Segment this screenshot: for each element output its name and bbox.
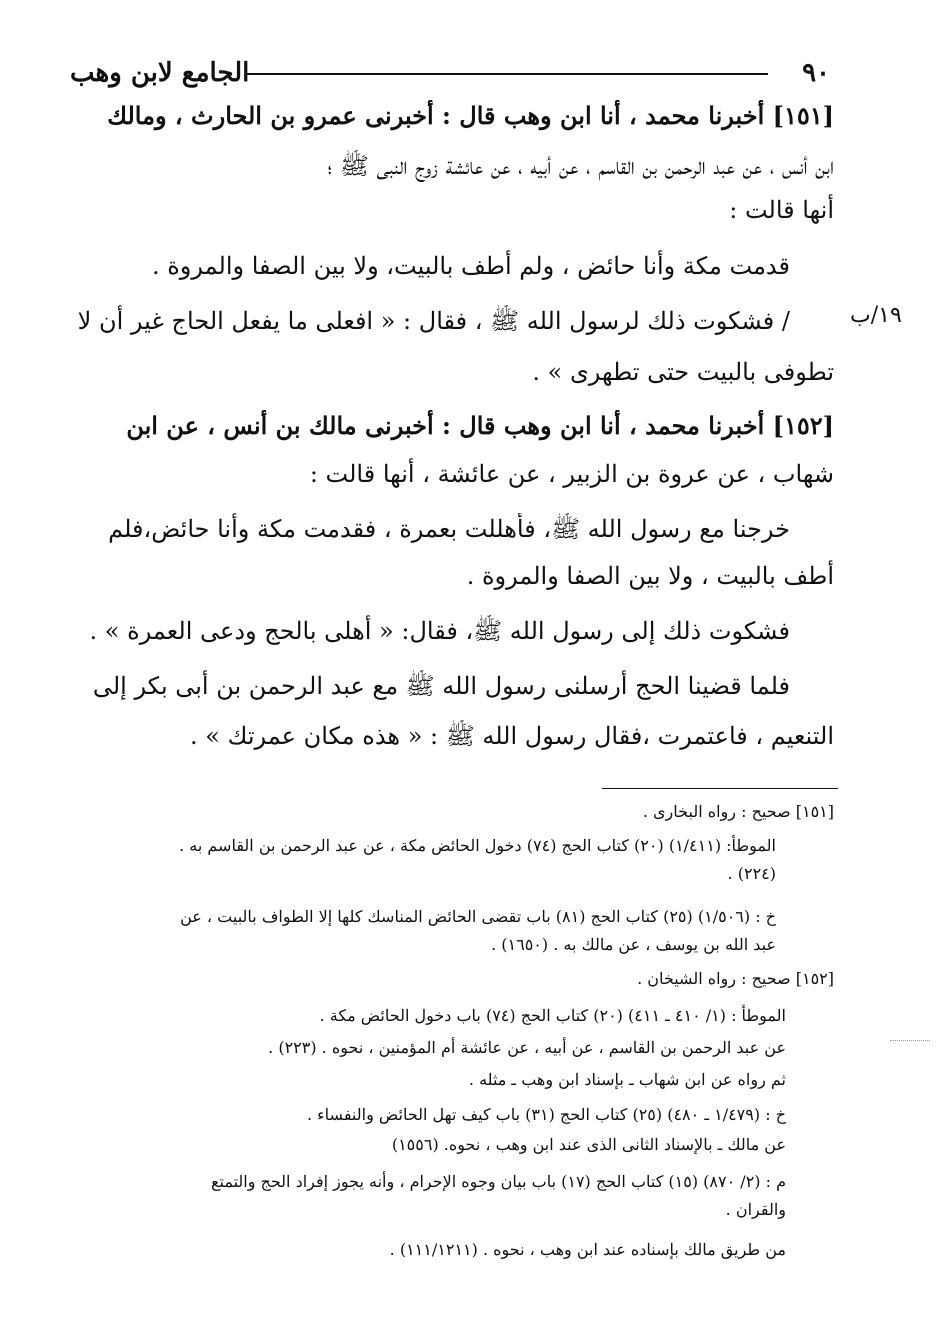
hadith-152-line-2: شهاب ، عن عروة بن الزبير ، عن عائشة ، أنها قالت : — [309, 460, 834, 488]
page-number: ٩٠ — [802, 58, 830, 88]
footnote-separator — [602, 788, 838, 789]
header-rule — [246, 73, 768, 75]
hadith-152-line-6: فلما قضينا الحج أرسلنى رسول الله ﷺ مع عبد الرحمن بن أبى بكر إلى — [92, 672, 790, 700]
scan-speck — [890, 1040, 930, 1041]
footnote-152-muwatta-2: عن عبد الرحمن بن القاسم ، عن أبيه ، عن عائشة أم المؤمنين ، نحوه . (٢٢٣) . — [268, 1038, 786, 1057]
footnote-152-muslim-2: والقران . — [725, 1200, 786, 1219]
footnote-152-muslim-1: م : (٢/ ٨٧٠) (١٥) كتاب الحج (١٧) باب بيان وجوه الإحرام ، وأنه يجوز إفراد الحج والتمتع — [210, 1172, 786, 1191]
hadith-152-line-7: التنعيم ، فاعتمرت ،فقال رسول الله ﷺ : « هذه مكان عمرتك » . — [190, 722, 834, 750]
hadith-151-line-1: [١٥١] أخبرنا محمد ، أنا ابن وهب قال : أخبرنى عمرو بن الحارث ، ومالك — [107, 101, 834, 130]
hadith-151-line-6: تطوفى بالبيت حتى تطهرى » . — [532, 358, 834, 386]
footnote-152-bukhari-1: خ : (١/٤٧٩ ـ ٤٨٠) (٢٥) كتاب الحج (٣١) باب كيف تهل الحائض والنفساء . — [306, 1105, 786, 1124]
hadith-152-line-3: خرجنا مع رسول الله ﷺ، فأهللت بعمرة ، فقدمت مكة وأنا حائض،فلم — [108, 515, 790, 543]
hadith-151-line-3: أنها قالت : — [729, 196, 834, 224]
manuscript-folio-note: ١٩/ب — [850, 303, 902, 328]
footnote-152-muwatta-3: ثم رواه عن ابن شهاب ـ بإسناد ابن وهب ـ مثله . — [468, 1070, 786, 1089]
footnote-152-muslim-3: من طريق مالك بإسناده عند ابن وهب ، نحوه . (١١١/١٢١١) . — [389, 1240, 786, 1259]
hadith-151-line-2: ابن أنس ، عن عبد الرحمن بن القاسم ، عن أبيه ، عن عائشة زوج النبى ﷺ ؛ — [327, 152, 834, 180]
footnote-152-bukhari-2: عن مالك ـ بالإسناد الثانى الذى عند ابن وهب ، نحوه. (١٥٥٦) — [391, 1135, 786, 1154]
book-title: الجامع لابن وهب — [70, 58, 250, 88]
footnote-151-heading: [١٥١] صحيح : رواه البخارى . — [642, 802, 834, 821]
running-header — [70, 58, 830, 94]
hadith-151-line-5: / فشكوت ذلك لرسول الله ﷺ ، فقال : « افعلى ما يفعل الحاج غير أن لا — [77, 307, 790, 335]
footnote-152-muwatta-1: الموطأ : (١/ ٤١٠ ـ ٤١١) (٢٠) كتاب الحج (٧٤) باب دخول الحائض مكة . — [319, 1006, 786, 1025]
footnote-151-bukhari-2: عبد الله بن يوسف ، عن مالك به . (١٦٥٠) . — [491, 935, 776, 954]
hadith-152-line-1: [١٥٢] أخبرنا محمد ، أنا ابن وهب قال : أخبرنى مالك بن أنس ، عن ابن — [126, 411, 834, 440]
hadith-151-line-4: قدمت مكة وأنا حائض ، ولم أطف بالبيت، ولا بين الصفا والمروة . — [151, 252, 790, 280]
footnote-151-muwatta-2: (٢٢٤) . — [727, 864, 776, 883]
footnote-151-bukhari-1: خ : (١/٥٠٦) (٢٥) كتاب الحج (٨١) باب تقضى الحائض المناسك كلها إلا الطواف بالبيت ، عن — [180, 907, 776, 926]
footnote-151-muwatta-1: الموطأ: (١/٤١١) (٢٠) كتاب الحج (٧٤) دخول الحائض مكة ، عن عبد الرحمن بن القاسم به . — [179, 836, 776, 855]
footnote-152-heading: [١٥٢] صحيح : رواه الشيخان . — [637, 969, 834, 988]
hadith-152-line-4: أطف بالبيت ، ولا بين الصفا والمروة . — [466, 562, 834, 590]
hadith-152-line-5: فشكوت ذلك إلى رسول الله ﷺ، فقال: « أهلى بالحج ودعى العمرة » . — [89, 617, 790, 645]
